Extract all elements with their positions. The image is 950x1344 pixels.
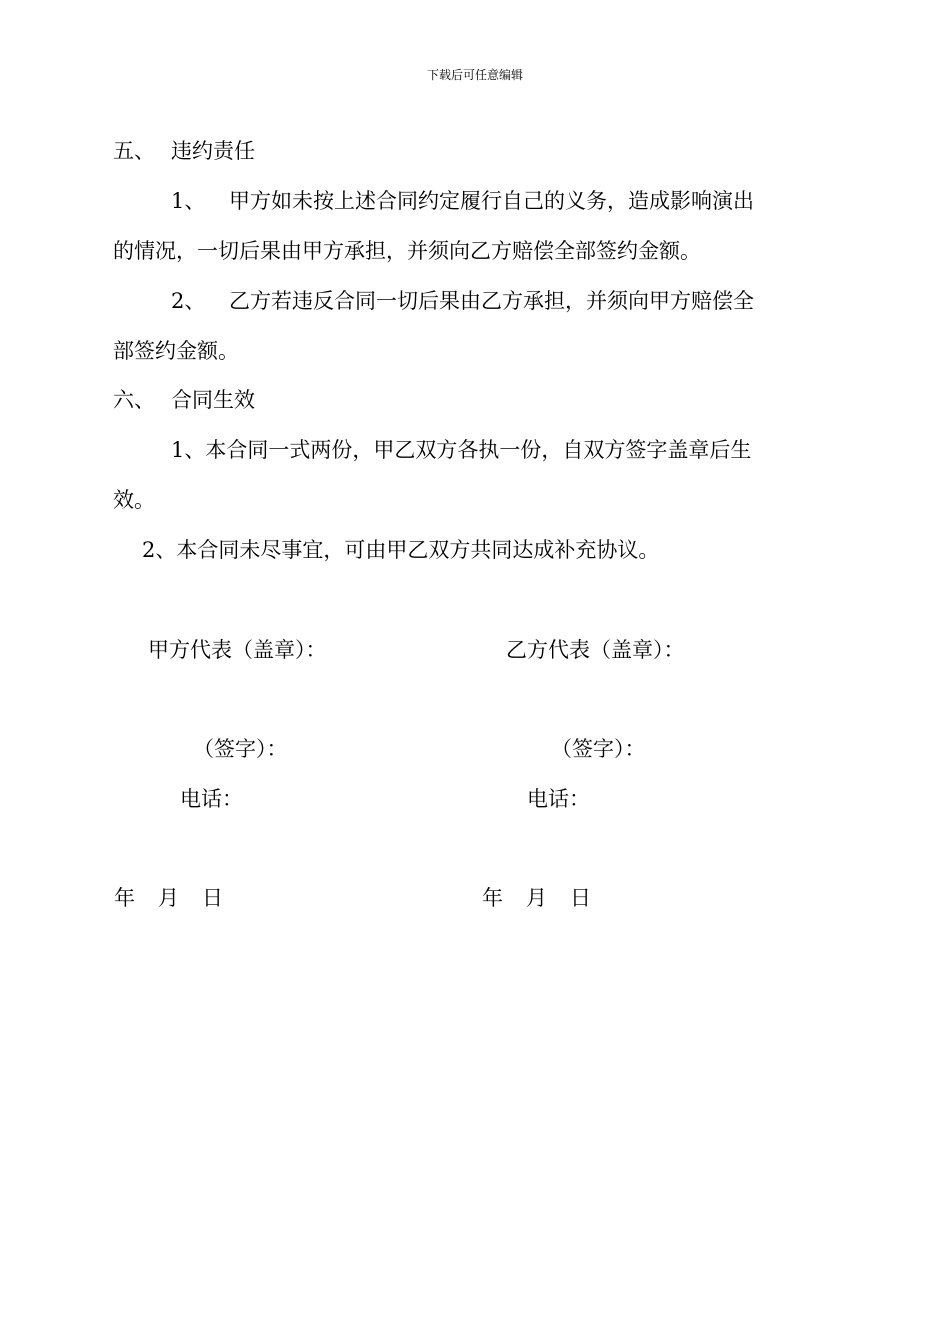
party-b-date-day: 日 [570, 886, 591, 910]
section-5-title: 违约责任 [171, 139, 255, 163]
clause-5-2-line-2: 部签约金额。 [113, 339, 239, 363]
party-a-phone-label: 电话： [180, 787, 243, 811]
party-a-date [114, 884, 223, 912]
party-b-date [482, 884, 591, 912]
party-b-representative-label: 乙方代表（盖章）： [506, 638, 685, 662]
clause-6-1-line-2: 效。 [113, 488, 155, 512]
page-header: 下载后可任意编辑 [426, 68, 523, 82]
clause-5-2-number: 2、 [171, 289, 206, 313]
section-5-heading [113, 137, 255, 165]
clause-6-2-line-1: 2、本合同未尽事宜，可由甲乙双方共同达成补充协议。 [142, 538, 660, 562]
party-b-phone-label: 电话： [527, 787, 590, 811]
party-b-date-year: 年 [482, 886, 503, 910]
section-5-number: 五、 [113, 139, 155, 163]
clause-5-1-text-1: 甲方如未按上述合同约定履行自己的义务，造成影响演出 [229, 189, 754, 213]
section-6-heading [113, 386, 255, 414]
clause-6-1-line-1: 1、本合同一式两份，甲乙双方各执一份，自双方签字盖章后生 [171, 438, 752, 462]
clause-5-1-line-1 [171, 187, 754, 215]
party-a-date-month: 月 [158, 886, 179, 910]
party-b-date-month: 月 [526, 886, 547, 910]
clause-5-2-text-1: 乙方若违反合同一切后果由乙方承担，并须向甲方赔偿全 [229, 289, 754, 313]
clause-5-1-number: 1、 [171, 189, 206, 213]
party-b-signature-label: （签字）： [551, 737, 646, 761]
section-6-title: 合同生效 [171, 388, 255, 412]
party-a-representative-label: 甲方代表（盖章）： [148, 638, 327, 662]
party-a-signature-label: （签字）： [193, 737, 288, 761]
clause-5-1-line-2: 的情况，一切后果由甲方承担，并须向乙方赔偿全部签约金额。 [113, 239, 701, 263]
party-a-date-day: 日 [202, 886, 223, 910]
clause-5-2-line-1 [171, 287, 754, 315]
section-6-number: 六、 [113, 388, 155, 412]
party-a-date-year: 年 [114, 886, 135, 910]
